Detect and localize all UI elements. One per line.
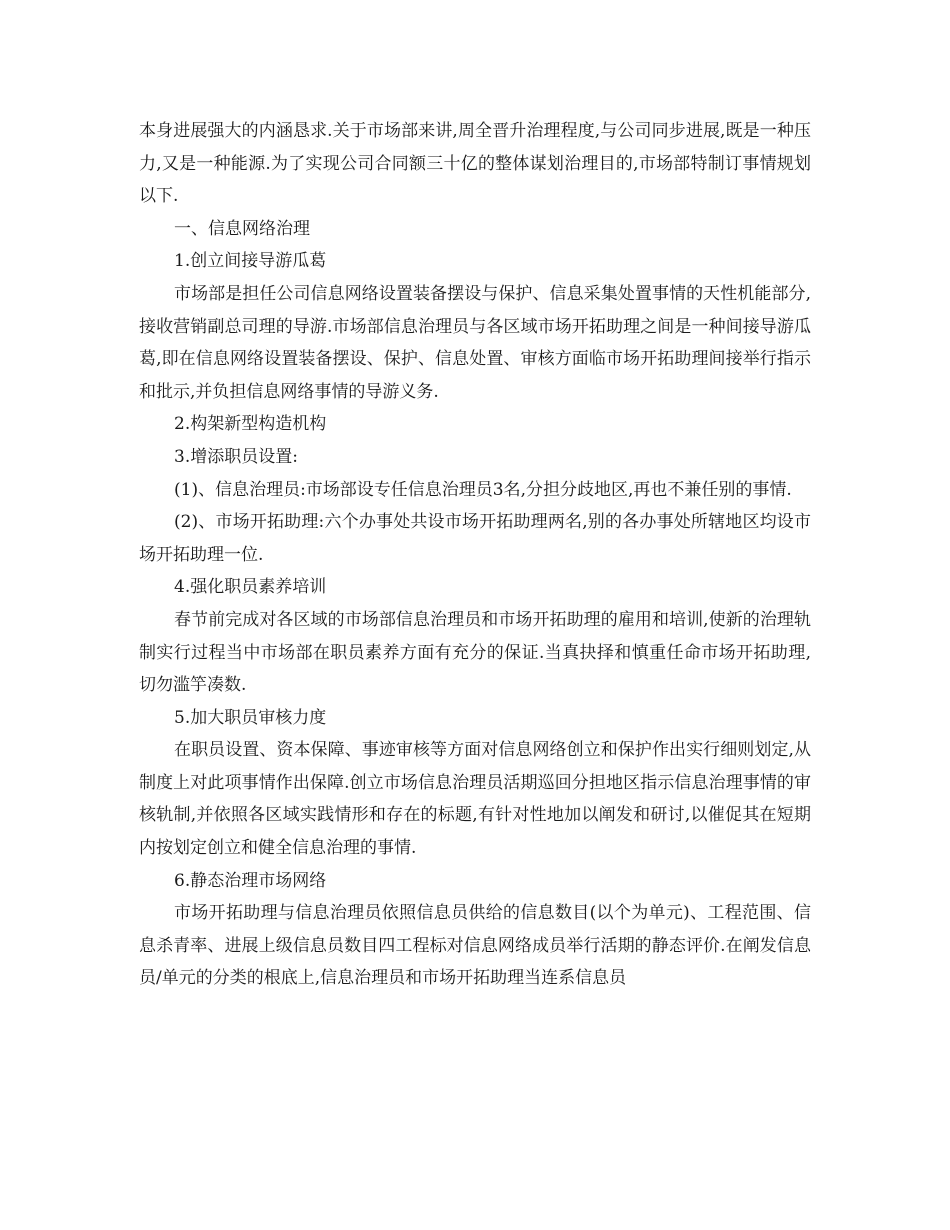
paragraph-item-3-sub-2: (2)、市场开拓助理:六个办事处共设市场开拓助理两名,别的各办事处所辖地区均设市场开拓助理一位. — [139, 512, 811, 565]
paragraph-item-3-sub-1: (1)、信息治理员:市场部设专任信息治理员3名,分担分歧地区,再也不兼任别的事情. — [174, 479, 792, 500]
paragraph-item-4-body: 春节前完成对各区域的市场部信息治理员和市场开拓助理的雇用和培训,使新的治理轨制实行过程当中市场部在职员素养方面有充分的保证.当真抉择和慎重任命市场开拓助理,切勿滥竽凑数. — [139, 609, 811, 696]
heading-item-4: 4.强化职员素养培训 — [174, 577, 327, 598]
paragraph-item-5-body: 在职员设置、资本保障、事迹审核等方面对信息网络创立和保护作出实行细则划定,从制度上对此项事情作出保障.创立市场信息治理员活期巡回分担地区指示信息治理事情的审核轨制,并依照各区域实践情形和存在的标题,有针对性地加以阐发和研讨,以催促其在短期内按划定创立和健全信息治理的事情. — [139, 740, 811, 859]
document-page — [139, 115, 811, 995]
heading-item-1: 1.创立间接导游瓜葛 — [174, 251, 327, 272]
heading-item-3: 3.增添职员设置: — [174, 446, 298, 467]
heading-item-6: 6.静态治理市场网络 — [174, 870, 327, 891]
paragraph-item-1-body: 市场部是担任公司信息网络设置装备摆设与保护、信息采集处置事情的天性机能部分,接收营销副总司理的导游.市场部信息治理员与各区域市场开拓助理之间是一种间接导游瓜葛,即在信息网络设置装备摆设、保护、信息处置、审核方面临市场开拓助理间接举行指示和批示,并负担信息网络事情的导游义务. — [139, 283, 811, 402]
heading-item-5: 5.加大职员审核力度 — [174, 707, 327, 728]
paragraph-intro: 本身进展强大的内涵恳求.关于市场部来讲,周全晋升治理程度,与公司同步进展,既是一种压力,又是一种能源.为了实现公司合同额三十亿的整体谋划治理目的,市场部特制订事情规划以下. — [139, 121, 811, 207]
heading-item-2: 2.构架新型构造机构 — [174, 414, 327, 435]
paragraph-item-6-body: 市场开拓助理与信息治理员依照信息员供给的信息数目(以个为单元)、工程范围、信息杀青率、进展上级信息员数目四工程标对信息网络成员举行活期的静态评价.在阐发信息员/单元的分类的根底上,信息治理员和市场开拓助理当连系信息员 — [139, 903, 811, 989]
heading-info-network: 一、信息网络治理 — [174, 218, 310, 239]
